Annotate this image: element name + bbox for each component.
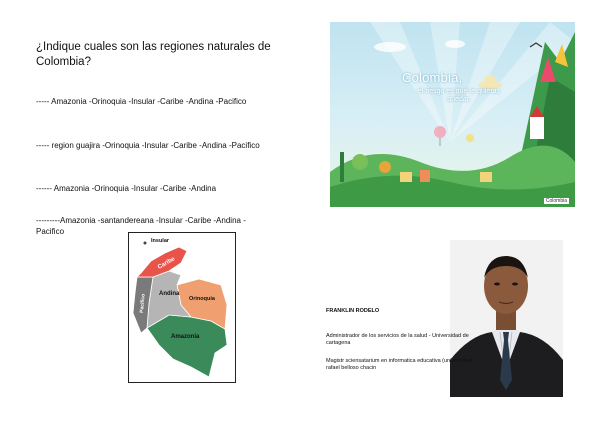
person-photo	[450, 240, 563, 397]
person-role: Administrador de los servicios de la salud - Universidad de cartagena	[326, 333, 469, 346]
map-label-orinoquia: Orinoquia	[189, 296, 215, 302]
poster-illustration	[330, 22, 575, 207]
poster-title: Colombia,	[402, 70, 463, 85]
answer-option-4[interactable]: ---------Amazonia -santandereana -Insular -Caribe -Andina -Pacifico	[36, 216, 246, 236]
answer-option-1[interactable]: ----- Amazonia -Orinoquia -Insular -Caribe -Andina -Pacifico	[36, 97, 247, 106]
answer-option-3[interactable]: ------ Amazonia -Orinoquia -Insular -Caribe -Andina	[36, 184, 217, 193]
person-photo-illustration	[450, 240, 563, 397]
map-label-andina: Andina	[159, 291, 180, 297]
region-amazonia	[147, 315, 227, 377]
person-name: FRANKLIN RODELO	[326, 308, 380, 314]
regions-map-svg	[129, 233, 235, 382]
question-title: ¿Indique cuales son las regiones naturales de Colombia?	[36, 41, 271, 68]
map-label-amazonia: Amazonia	[171, 334, 200, 340]
map-label-caribe: Caribe	[157, 256, 177, 271]
region-insular-dot	[144, 242, 147, 245]
poster-subtitle: el riesgo es que te quieras quedar.	[417, 88, 501, 103]
colombia-regions-map	[128, 232, 236, 383]
person-degree: Magistr sciensatarium en informatica educativa (universidad rafael belloso chacin	[326, 358, 473, 371]
colombia-poster-image	[330, 22, 575, 207]
map-label-insular: Insular	[151, 238, 170, 244]
answer-option-2[interactable]: ----- region guajira -Orinoquia -Insular -Caribe -Andina -Pacifico	[36, 141, 260, 150]
map-label-pacifico: Pacífico	[139, 293, 147, 314]
poster-brand-logo: Colombia	[545, 198, 567, 204]
